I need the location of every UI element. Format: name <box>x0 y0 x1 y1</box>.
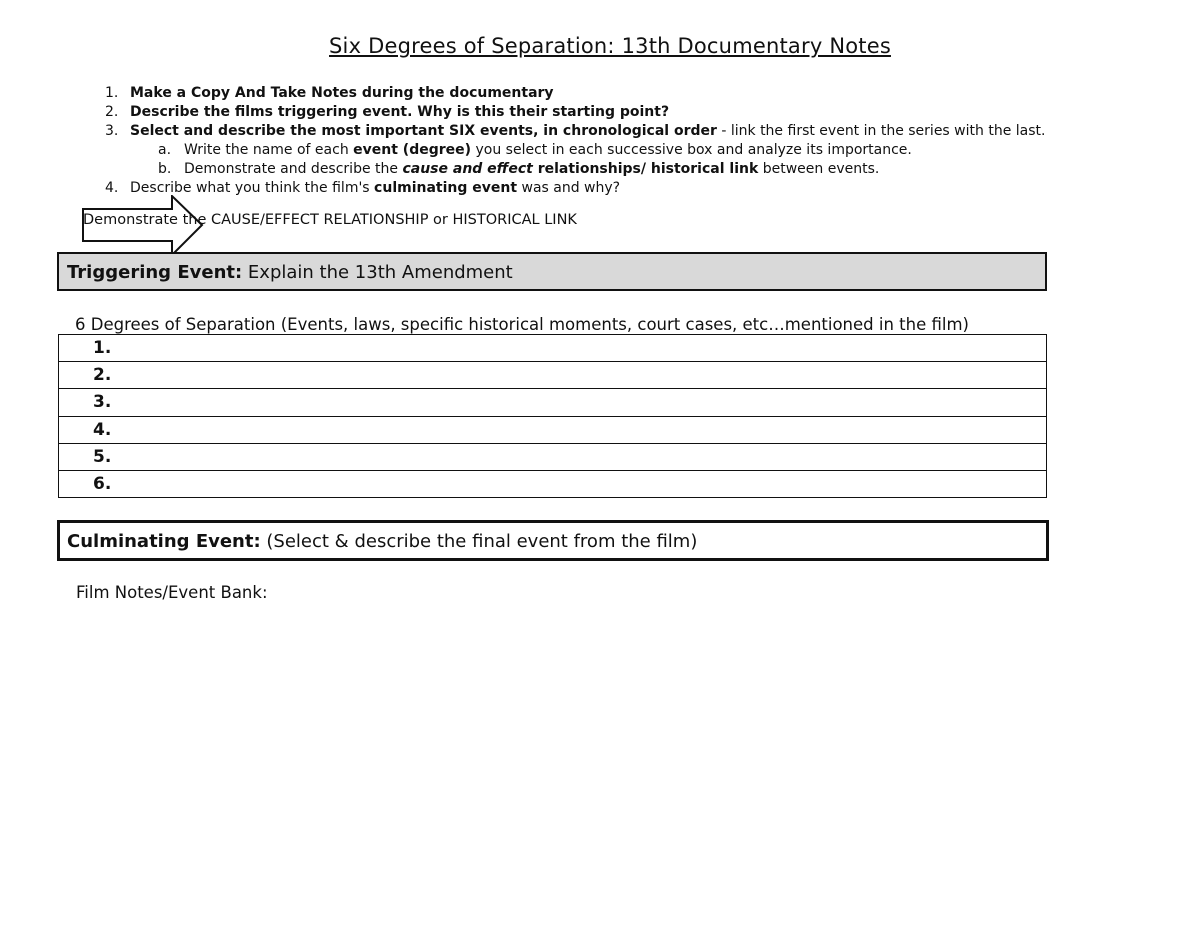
six-degrees-label: 6 Degrees of Separation (Events, laws, specific historical moments, court cases, etc…mentioned in the film) <box>75 315 969 334</box>
instruction-text: was and why? <box>517 180 621 196</box>
triggering-event-label: Triggering Event: <box>67 262 243 283</box>
subitem-text: Write the name of each <box>184 142 354 158</box>
cause-effect-instruction: Demonstrate the CAUSE/EFFECT RELATIONSHIP or HISTORICAL LINK <box>83 212 577 228</box>
degree-cell-6[interactable]: 6. <box>59 470 1047 497</box>
instruction-sublist <box>130 141 1045 179</box>
subitem-letter: b. <box>158 161 172 177</box>
degree-cell-5[interactable]: 5. <box>59 443 1047 470</box>
table-row[interactable] <box>59 470 1047 497</box>
subitem-bold-text: relationships/ historical link <box>532 161 759 177</box>
instruction-text: Make a Copy And Take Notes during the documentary <box>130 85 554 101</box>
table-row[interactable] <box>59 443 1047 470</box>
degree-cell-4[interactable]: 4. <box>59 416 1047 443</box>
page-title: Six Degrees of Separation: 13th Documentary Notes <box>329 34 891 58</box>
instruction-text: Describe what you think the film's <box>130 180 375 196</box>
table-row[interactable] <box>59 389 1047 416</box>
culminating-event-label: Culminating Event: <box>67 531 261 552</box>
film-notes-label: Film Notes/Event Bank: <box>76 583 268 602</box>
instruction-number: 1. <box>105 85 119 101</box>
subitem-text: you select in each successive box and analyze its importance. <box>471 142 912 158</box>
table-row[interactable] <box>59 335 1047 362</box>
triggering-event-box[interactable] <box>57 252 1047 291</box>
table-row[interactable] <box>59 416 1047 443</box>
instruction-text: - link the first event in the series with the last. <box>716 123 1046 139</box>
six-degrees-table <box>58 334 1047 498</box>
instructions-list <box>105 84 1045 198</box>
instruction-bold-text: Select and describe the most important SIX events, in chronological order <box>130 123 717 139</box>
triggering-event-text: Explain the 13th Amendment <box>242 262 513 283</box>
subitem-bold-italic-text: cause and effect <box>402 161 533 177</box>
subitem-text: Demonstrate and describe the <box>184 161 403 177</box>
instruction-item-1 <box>105 84 1045 103</box>
subitem-letter: a. <box>158 142 172 158</box>
instruction-item-2 <box>105 103 1045 122</box>
subitem-bold-text: event (degree) <box>353 142 472 158</box>
degree-cell-3[interactable]: 3. <box>59 389 1047 416</box>
instruction-bold-text: culminating event <box>374 180 518 196</box>
instruction-subitem-a <box>158 141 1045 160</box>
instruction-text: Describe the films triggering event. Why is this their starting point? <box>130 104 670 120</box>
subitem-text: between events. <box>758 161 880 177</box>
instruction-number: 2. <box>105 104 119 120</box>
degree-cell-2[interactable]: 2. <box>59 362 1047 389</box>
instruction-number: 4. <box>105 180 119 196</box>
instruction-subitem-b <box>158 160 1045 179</box>
table-row[interactable] <box>59 362 1047 389</box>
instruction-number: 3. <box>105 123 119 139</box>
instruction-item-3 <box>105 122 1045 179</box>
culminating-event-text: (Select & describe the final event from the film) <box>260 531 698 552</box>
degree-cell-1[interactable]: 1. <box>59 335 1047 362</box>
culminating-event-box[interactable] <box>57 520 1049 561</box>
instruction-item-4 <box>105 179 1045 198</box>
